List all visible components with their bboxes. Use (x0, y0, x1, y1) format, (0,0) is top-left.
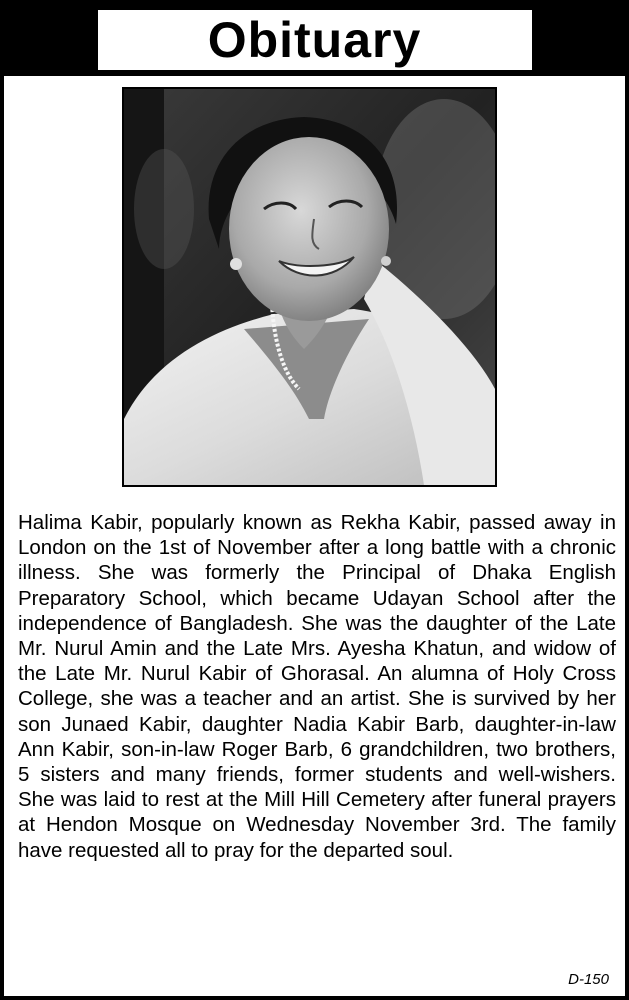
page-title: Obituary (207, 12, 422, 68)
portrait-photo (122, 87, 497, 487)
header-title-box (98, 10, 532, 70)
header-bar (4, 4, 625, 76)
reference-code: D-150 (568, 971, 609, 988)
portrait-illustration (124, 89, 495, 485)
obituary-body-text: Halima Kabir, popularly known as Rekha Kabir, passed away in London on the 1st of November after a long battle with a chronic illness. She was formerly the Principal of Dhaka English Preparatory School, which became Udayan School after the independence of Bangladesh. She was the daughter of the Late Mr. Nurul Amin and the Late Mrs. Ayesha Khatun, and widow of the Late Mr. Nurul Kabir of Ghorasal. An alumna of Holy Cross College, she was a teacher and an artist. She is survived by her son Junaed Kabir, daughter Nadia Kabir Barb, daughter-in-law Ann Kabir, son-in-law Roger Barb, 6 grandchildren, two brothers, 5 sisters and many friends, former students and well-wishers. She was laid to rest at the Mill Hill Cemetery after funeral prayers at Hendon Mosque on Wednesday November 3rd. The family have requested all to pray for the departed soul. (18, 511, 616, 862)
